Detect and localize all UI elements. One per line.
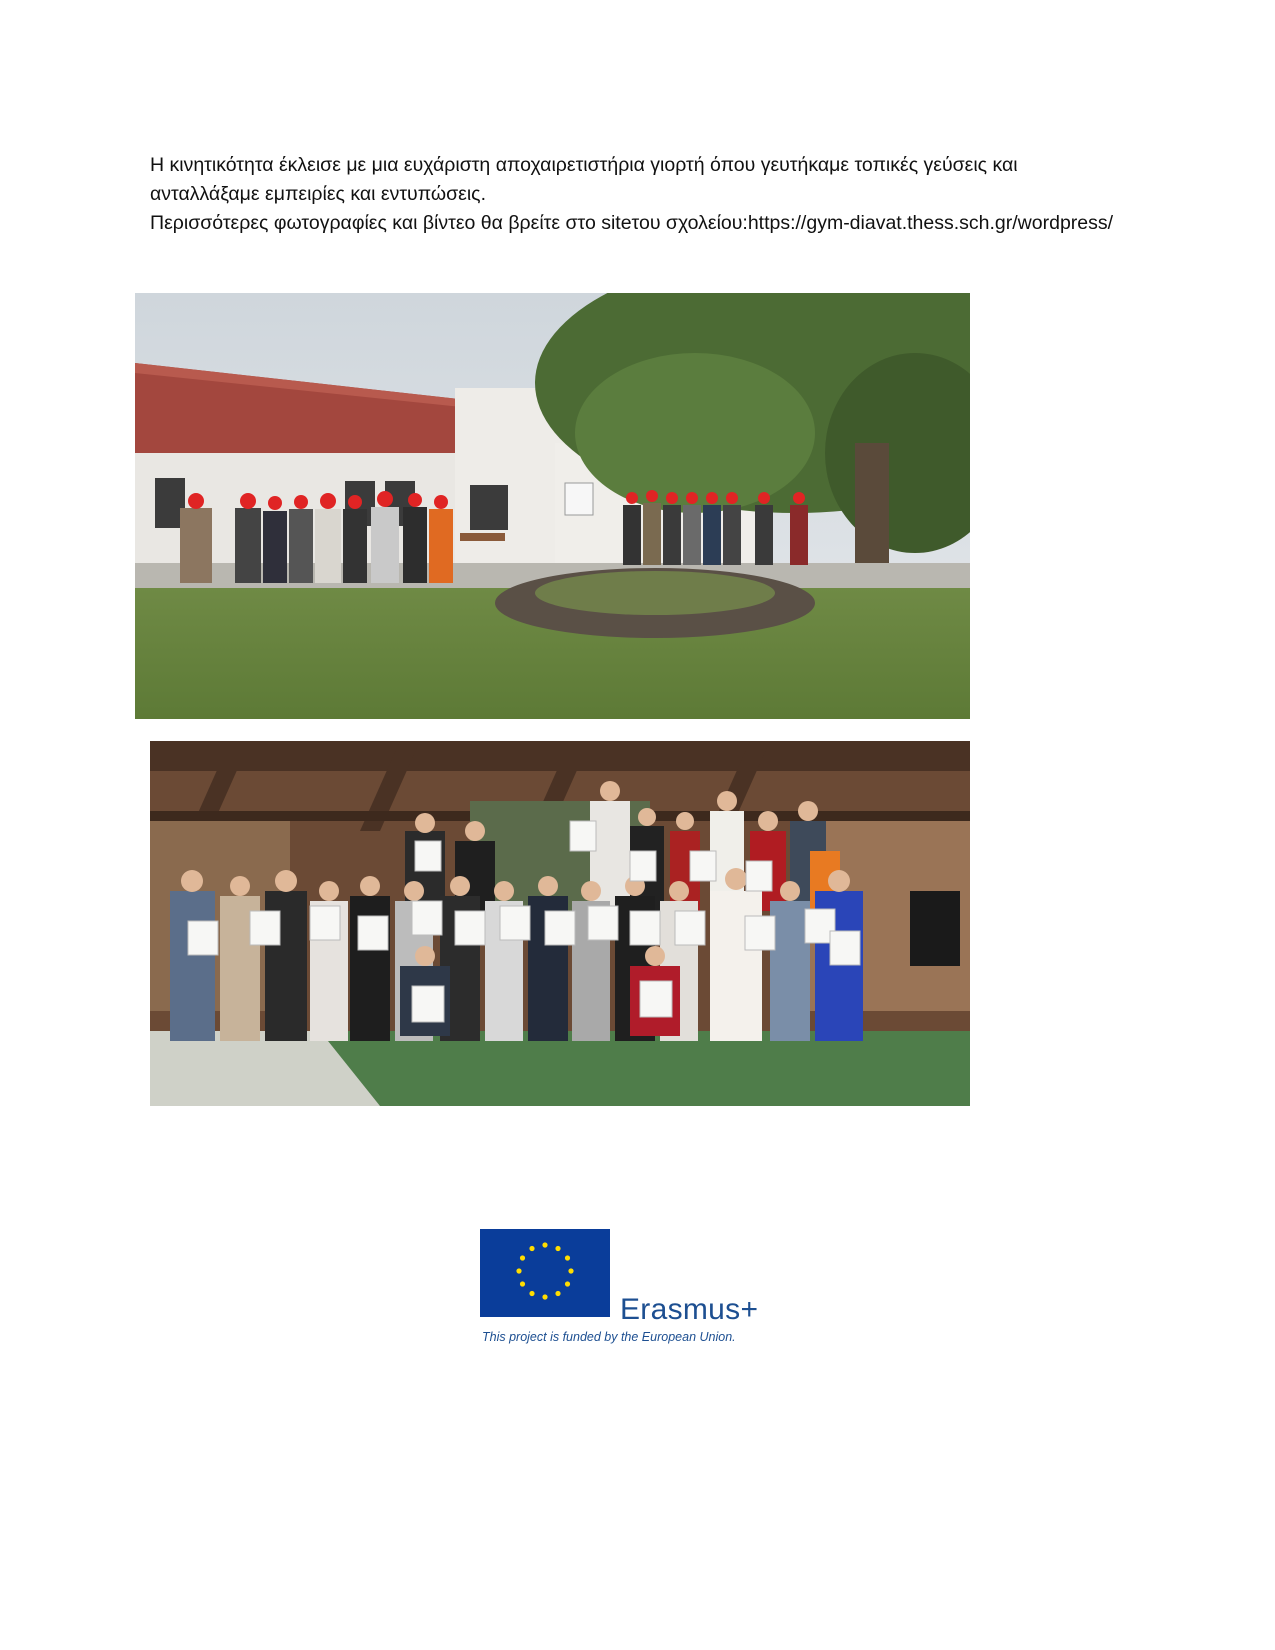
closing-paragraph: Η κινητικότητα έκλεισε με μια ευχάριστη αποχαιρετιστήρια γιορτή όπου γευτήκαμε τοπικές γεύσεις και ανταλλάξαμε εμπειρίες και εντυπώσεις.: [150, 154, 1018, 205]
erasmus-logo: [480, 1229, 780, 1349]
funded-caption: This project is funded by the European Union.: [482, 1330, 736, 1344]
outdoor-group-photo: [135, 293, 970, 719]
eu-flag-icon: [480, 1229, 610, 1317]
erasmus-wordmark: Erasmus+: [620, 1293, 759, 1326]
indoor-group-photo: [150, 741, 970, 1106]
more-info-paragraph: Περισσότερες φωτογραφίες και βίντεο θα βρείτε στο siteτου σχολείου:https://gym-diavat.thess.sch.gr/wordpress/: [150, 212, 1114, 234]
